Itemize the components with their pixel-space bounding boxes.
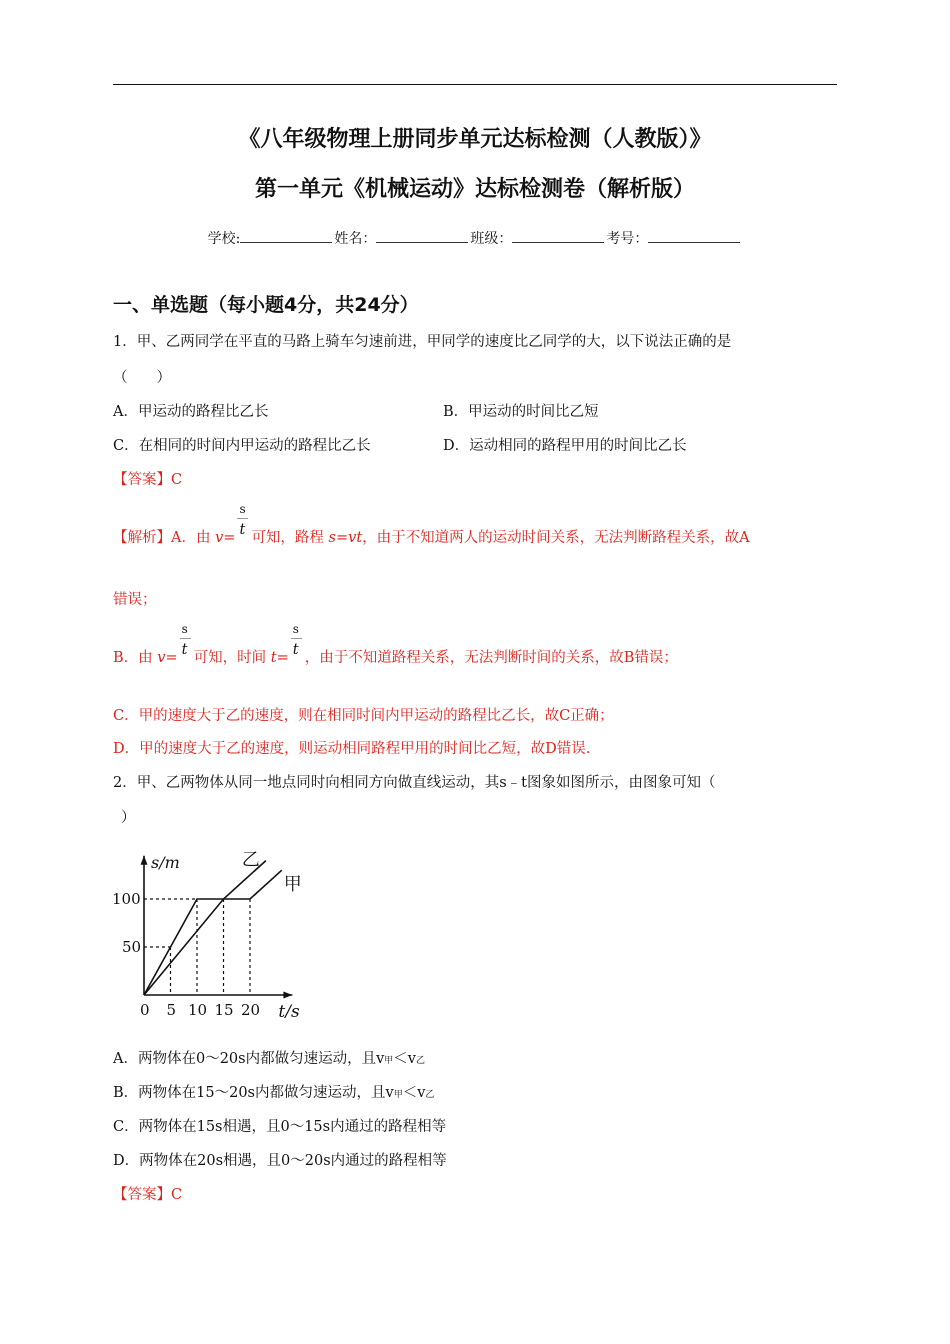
- q2-option-a: [113, 1047, 425, 1068]
- q1-analysis-c: C．甲的速度大于乙的速度，则在相同时间内甲运动的路程比乙长，故C正确；: [113, 708, 614, 724]
- school-field[interactable]: [240, 228, 332, 243]
- frac-bar: [291, 638, 302, 639]
- q2-option-d: D．两物体在20s相遇，且0～20s内通过的路程相等: [113, 1153, 447, 1169]
- student-info-row: [113, 228, 837, 248]
- q1-stem: 1．甲、乙两同学在平直的马路上骑车匀速前进，甲同学的速度比乙同学的大，以下说法正确的是: [113, 334, 732, 350]
- series-title: 《八年级物理上册同步单元达标检测（人教版）》: [238, 127, 712, 152]
- exam-no-field[interactable]: [648, 228, 740, 243]
- st-graph: [112, 833, 312, 1018]
- frac-num: s: [292, 622, 299, 636]
- q1-option-a: A．甲运动的路程比乙长: [113, 404, 269, 420]
- q2-a-sub-yi: 乙: [416, 1056, 426, 1066]
- name-label: 姓名：: [334, 231, 377, 247]
- q2-b-text: B．两物体在15～20s内都做匀速运动，且v: [113, 1085, 394, 1101]
- q1-b-fraction-s-over-t: [180, 622, 192, 662]
- frac-den: t: [292, 642, 299, 658]
- q1-option-b: B．甲运动的时间比乙短: [443, 404, 599, 420]
- q1-s-eq-vt: s=vt: [328, 530, 363, 546]
- q2-option-c: C．两物体在15s相遇，且0～15s内通过的路程相等: [113, 1119, 447, 1135]
- class-label: 班级：: [470, 231, 513, 247]
- q1-v-eq: v=: [215, 530, 236, 546]
- series-line-jia: [144, 870, 282, 995]
- q2-b-sub-jia: 甲: [393, 1090, 403, 1100]
- q1-fraction-s-over-t: [237, 502, 249, 542]
- q1-analysis-a-prefix: 【解析】A．由: [113, 530, 216, 546]
- header-rule: [113, 84, 837, 85]
- y-tick-label: 100: [112, 890, 141, 908]
- q2-b-mid: ＜v: [402, 1085, 426, 1101]
- series-line-yi: [144, 861, 266, 995]
- paper-title: 第一单元《机械运动》达标检测卷（解析版）: [254, 177, 695, 202]
- q1-option-c: C．在相同的时间内甲运动的路程比乙长: [113, 438, 371, 454]
- q1-analysis-a: [113, 502, 750, 547]
- series-label-jia: 甲: [283, 874, 302, 896]
- series-label-yi: 乙: [241, 849, 260, 871]
- x-tick-label: 20: [241, 1001, 261, 1018]
- y-axis-arrow: [141, 856, 148, 865]
- q1-b-v-eq: v=: [157, 650, 178, 666]
- class-field[interactable]: [512, 228, 604, 243]
- q2-b-sub-yi: 乙: [425, 1090, 435, 1100]
- frac-den: t: [181, 642, 188, 658]
- q1-analysis-b-mid: 可知，时间: [193, 650, 271, 666]
- q1-analysis-a-rest: ，由于不知道两人的运动时间关系，无法判断路程关系，故A: [362, 530, 750, 546]
- q2-answer: 【答案】C: [113, 1187, 183, 1203]
- q1-analysis-a-mid: 可知，路程: [251, 530, 329, 546]
- school-label: 学校:: [207, 231, 241, 247]
- frac-den: t: [239, 522, 246, 538]
- frac-bar: [180, 638, 191, 639]
- q1-analysis-b-rest: ，由于不知道路程关系，无法判断时间的关系，故B错误；: [304, 650, 678, 666]
- x-tick-label: 15: [214, 1001, 234, 1018]
- q1-b-fraction2-s-over-t: [291, 622, 303, 662]
- q1-option-d: D．运动相同的路程甲用的时间比乙长: [443, 438, 687, 454]
- q1-analysis-b-prefix: B．由: [113, 650, 158, 666]
- q2-stem: 2．甲、乙两物体从同一地点同时向相同方向做直线运动，其s﹣t图象如图所示，由图象可知（: [113, 775, 716, 791]
- q1-answer: 【答案】C: [113, 472, 183, 488]
- x-tick-label: 0: [140, 1001, 150, 1018]
- q2-option-b: [113, 1081, 434, 1102]
- q1-analysis-a-tail: 错误；: [113, 592, 157, 608]
- q2-stem-end: ）: [121, 810, 136, 826]
- x-tick-label: 5: [166, 1001, 177, 1018]
- q2-a-mid: ＜v: [393, 1051, 416, 1067]
- x-tick-label: 10: [188, 1001, 208, 1018]
- q1-paren: （ ）: [113, 370, 171, 386]
- y-axis-label: s/m: [151, 852, 180, 872]
- frac-num: s: [239, 502, 246, 516]
- section-heading: 一、单选题（每小题4分，共24分）: [113, 294, 419, 316]
- y-tick-label: 50: [122, 938, 142, 956]
- frac-num: s: [181, 622, 188, 636]
- q2-a-sub-jia: 甲: [384, 1056, 394, 1066]
- x-axis-label: t/s: [278, 1002, 300, 1018]
- q2-a-text: A．两物体在0～20s内都做匀速运动，且v: [113, 1051, 385, 1067]
- q1-analysis-d: D．甲的速度大于乙的速度，则运动相同路程甲用的时间比乙短，故D错误.: [113, 741, 591, 757]
- name-field[interactable]: [376, 228, 468, 243]
- frac-bar: [237, 518, 248, 519]
- q1-analysis-b: [113, 622, 678, 667]
- x-axis-arrow: [283, 992, 292, 999]
- q1-t-eq: t=: [270, 650, 289, 666]
- exam-no-label: 考号：: [606, 231, 649, 247]
